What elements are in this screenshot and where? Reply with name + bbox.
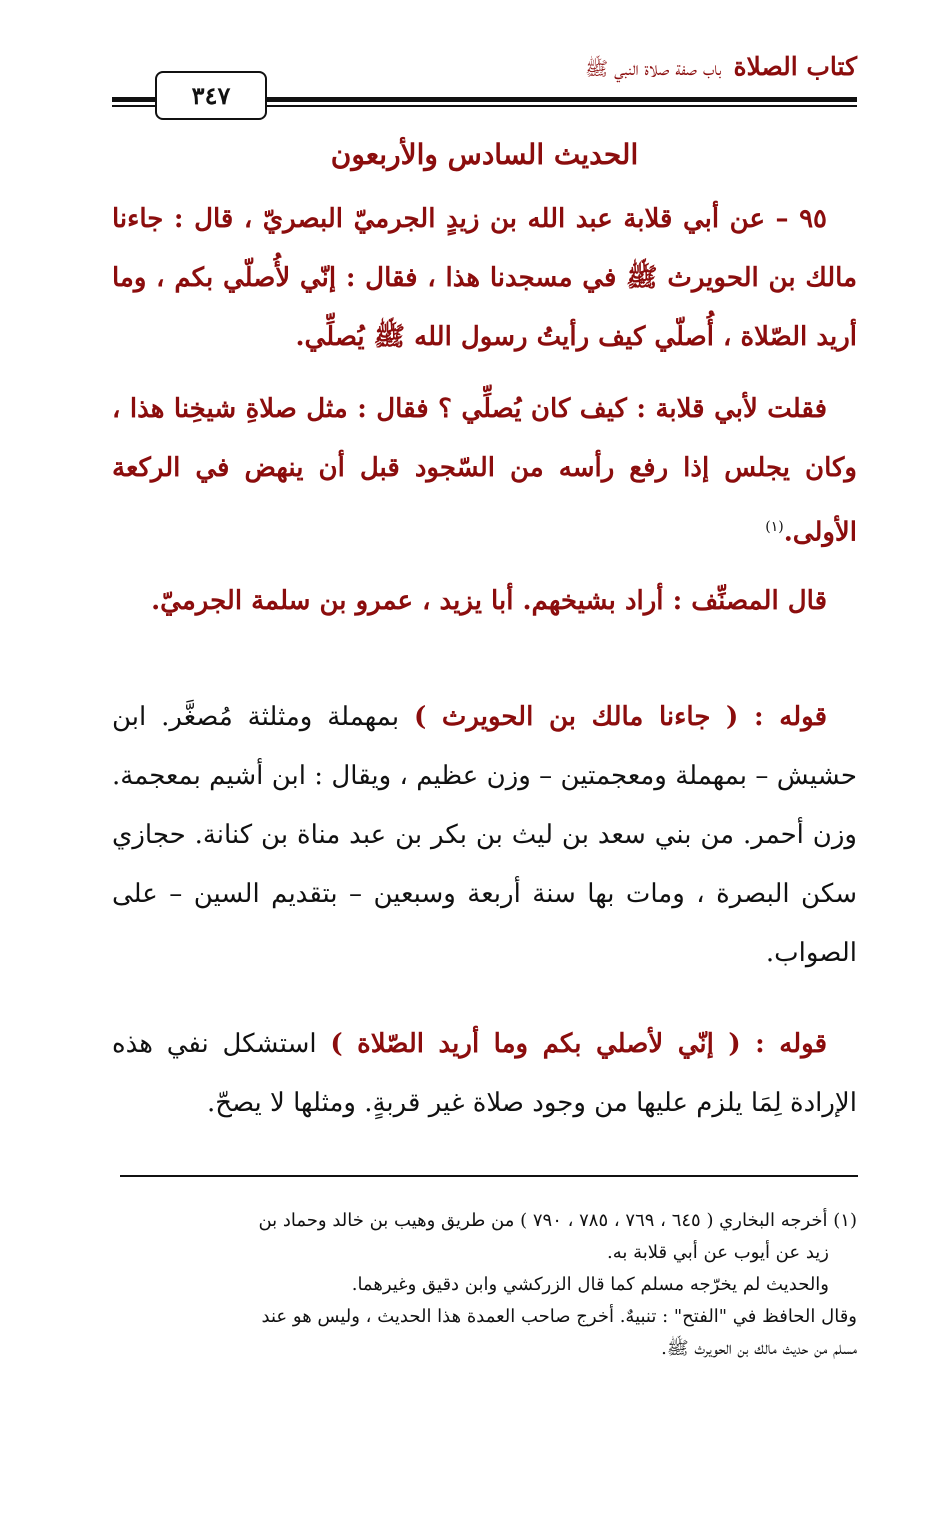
page-number-text: ٣٤٧ (191, 81, 231, 110)
footnote-line: والحديث لم يخرّجه مسلم كما قال الزركشي وابن دقيق وغيرهما. (351, 1274, 829, 1295)
hadith-heading: الحديث السادس والأربعون (330, 138, 639, 171)
hadith-line-1: ٩٥ – عن أبي قلابة عبد الله بن زيدٍ الجرميّ البصريّ ، قال : جاءنا مالك بن الحويرث ﷺ في مسجدنا هذا ، فقال : إنّي لأُصلّي بكم ، وما أريد الصّلاة ، أُصلّي كيف رأيتُ رسول الله ﷺ يُصلِّي. (112, 204, 857, 352)
running-header (585, 52, 857, 85)
author-note (112, 572, 857, 631)
commentary-paragraph-1 (112, 688, 857, 983)
commentary-text-1: بمهملة ومثلثة مُصغَّر. ابن حشيش – بمهملة ومعجمتين – وزن عظيم ، ويقال : ابن أشيم بمعجمة. وزن أحمر. من بني سعد بن ليث بن بكر بن عبد مناة بن كنانة. حجازي سكن البصرة ، ومات بها سنة أربعة وسبعين – بتقديم السين – على الصواب. (112, 702, 857, 968)
author-note-text: قال المصنِّف : أراد بشيخهم. أبا يزيد ، عمرو بن سلمة الجرميّ. (151, 586, 827, 616)
hadith-text-2 (112, 380, 857, 563)
hadith-line-2: فقلت لأبي قلابة : كيف كان يُصلِّي ؟ فقال : مثل صلاةِ شيخِنا هذا ، وكان يجلس إذا رفع رأسه من السّجود قبل أن ينهض في الركعة الأولى. (112, 394, 857, 548)
footnote-line: مسلم من حديث مالك بن الحويرث ﷺ. (661, 1338, 857, 1359)
hadith-text (112, 190, 857, 367)
book-title: كتاب الصلاة (733, 52, 857, 81)
chapter-title: باب صفة صلاة النبي ﷺ (585, 58, 722, 80)
footnotes (112, 1205, 857, 1365)
page-number (155, 71, 267, 120)
footnote-line: (١) أخرجه البخاري ( ٦٤٥ ، ٧٦٩ ، ٧٨٥ ، ٧٩٠ ) من طريق وهيب بن خالد وحماد بن (258, 1210, 857, 1231)
commentary-text-2: استشكل نفي هذه الإرادة لِمَا يلزم عليها من وجود صلاة غير قربةٍ. ومثلها لا يصحّ. (112, 1029, 857, 1118)
commentary-label-1: قوله : ( جاءنا مالك بن الحويرث ) (413, 702, 827, 732)
commentary-paragraph-2 (112, 1015, 857, 1133)
footnote-line: زيد عن أيوب عن أبي قلابة به. (606, 1242, 829, 1263)
footnote-ref[interactable]: (١) (765, 519, 784, 535)
footnote-separator (120, 1175, 858, 1177)
footnote-line: وقال الحافظ في "الفتح" : تنبيهٌ. أخرج صاحب العمدة هذا الحديث ، وليس هو عند (261, 1306, 857, 1327)
commentary-label-2: قوله : ( إنّي لأصلي بكم وما أريد الصّلاة ) (330, 1029, 828, 1059)
